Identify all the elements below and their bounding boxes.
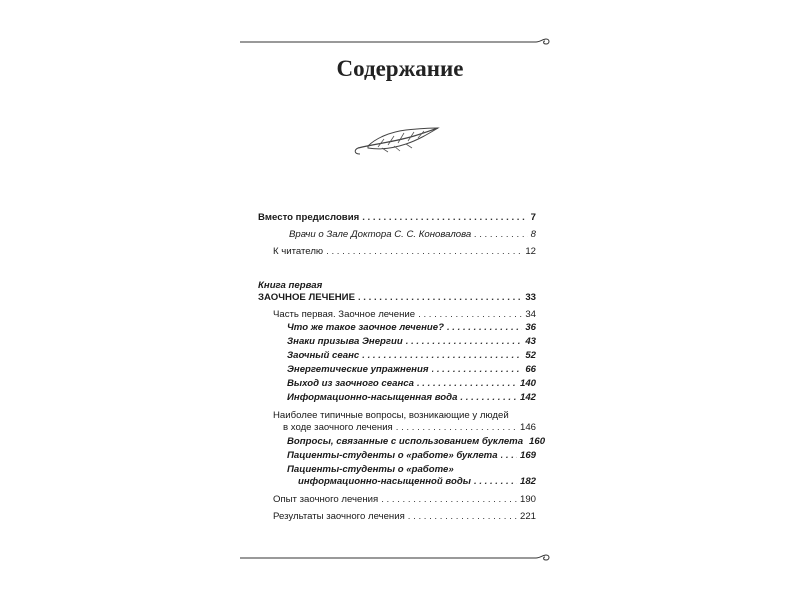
toc-entry[interactable]: К читателю . . . 12: [273, 246, 536, 258]
toc-entry-first-line: Наиболее типичные вопросы, возникающие у людей: [273, 410, 509, 421]
toc-entry[interactable]: информационно-насыщенной воды . . . 182: [298, 476, 536, 488]
page-title: Содержание: [336, 56, 464, 81]
book-heading: Книга первая: [258, 280, 323, 291]
toc-entry[interactable]: Заочный сеанс . . . 52: [287, 350, 536, 362]
toc-entry-first-line: Пациенты-студенты о «работе»: [287, 464, 454, 475]
toc-entry[interactable]: Результаты заочного лечения . . . 221: [273, 511, 536, 523]
toc-entry[interactable]: Вопросы, связанные с использованием буклета 160: [287, 436, 546, 447]
toc-entry[interactable]: Часть первая. Заочное лечение . . . 34: [273, 309, 536, 321]
toc-entry[interactable]: Что же такое заочное лечение? . . . 36: [287, 322, 536, 334]
toc-entry[interactable]: Выход из заочного сеанса . . . 140: [287, 378, 536, 390]
toc-entry[interactable]: Пациенты-студенты о «работе» буклета . . . 169: [287, 450, 536, 462]
toc-entry[interactable]: Информационно-насыщенная вода . . . 142: [287, 392, 536, 404]
toc-entry[interactable]: в ходе заочного лечения . . . 146: [283, 422, 536, 434]
toc-entry[interactable]: ЗАОЧНОЕ ЛЕЧЕНИЕ . . . 33: [258, 292, 536, 304]
toc-entry[interactable]: Опыт заочного лечения . . . 190: [273, 494, 536, 506]
toc-entry[interactable]: Энергетические упражнения . . . 66: [287, 364, 536, 376]
toc-entry[interactable]: Врачи о Зале Доктора С. С. Коновалова . . . 8: [289, 229, 536, 241]
toc-entry[interactable]: Вместо предисловия . . . 7: [258, 212, 536, 224]
toc-entry[interactable]: Знаки призыва Энергии . . . 43: [287, 336, 536, 348]
bottom-ornamental-rule: [240, 550, 552, 564]
